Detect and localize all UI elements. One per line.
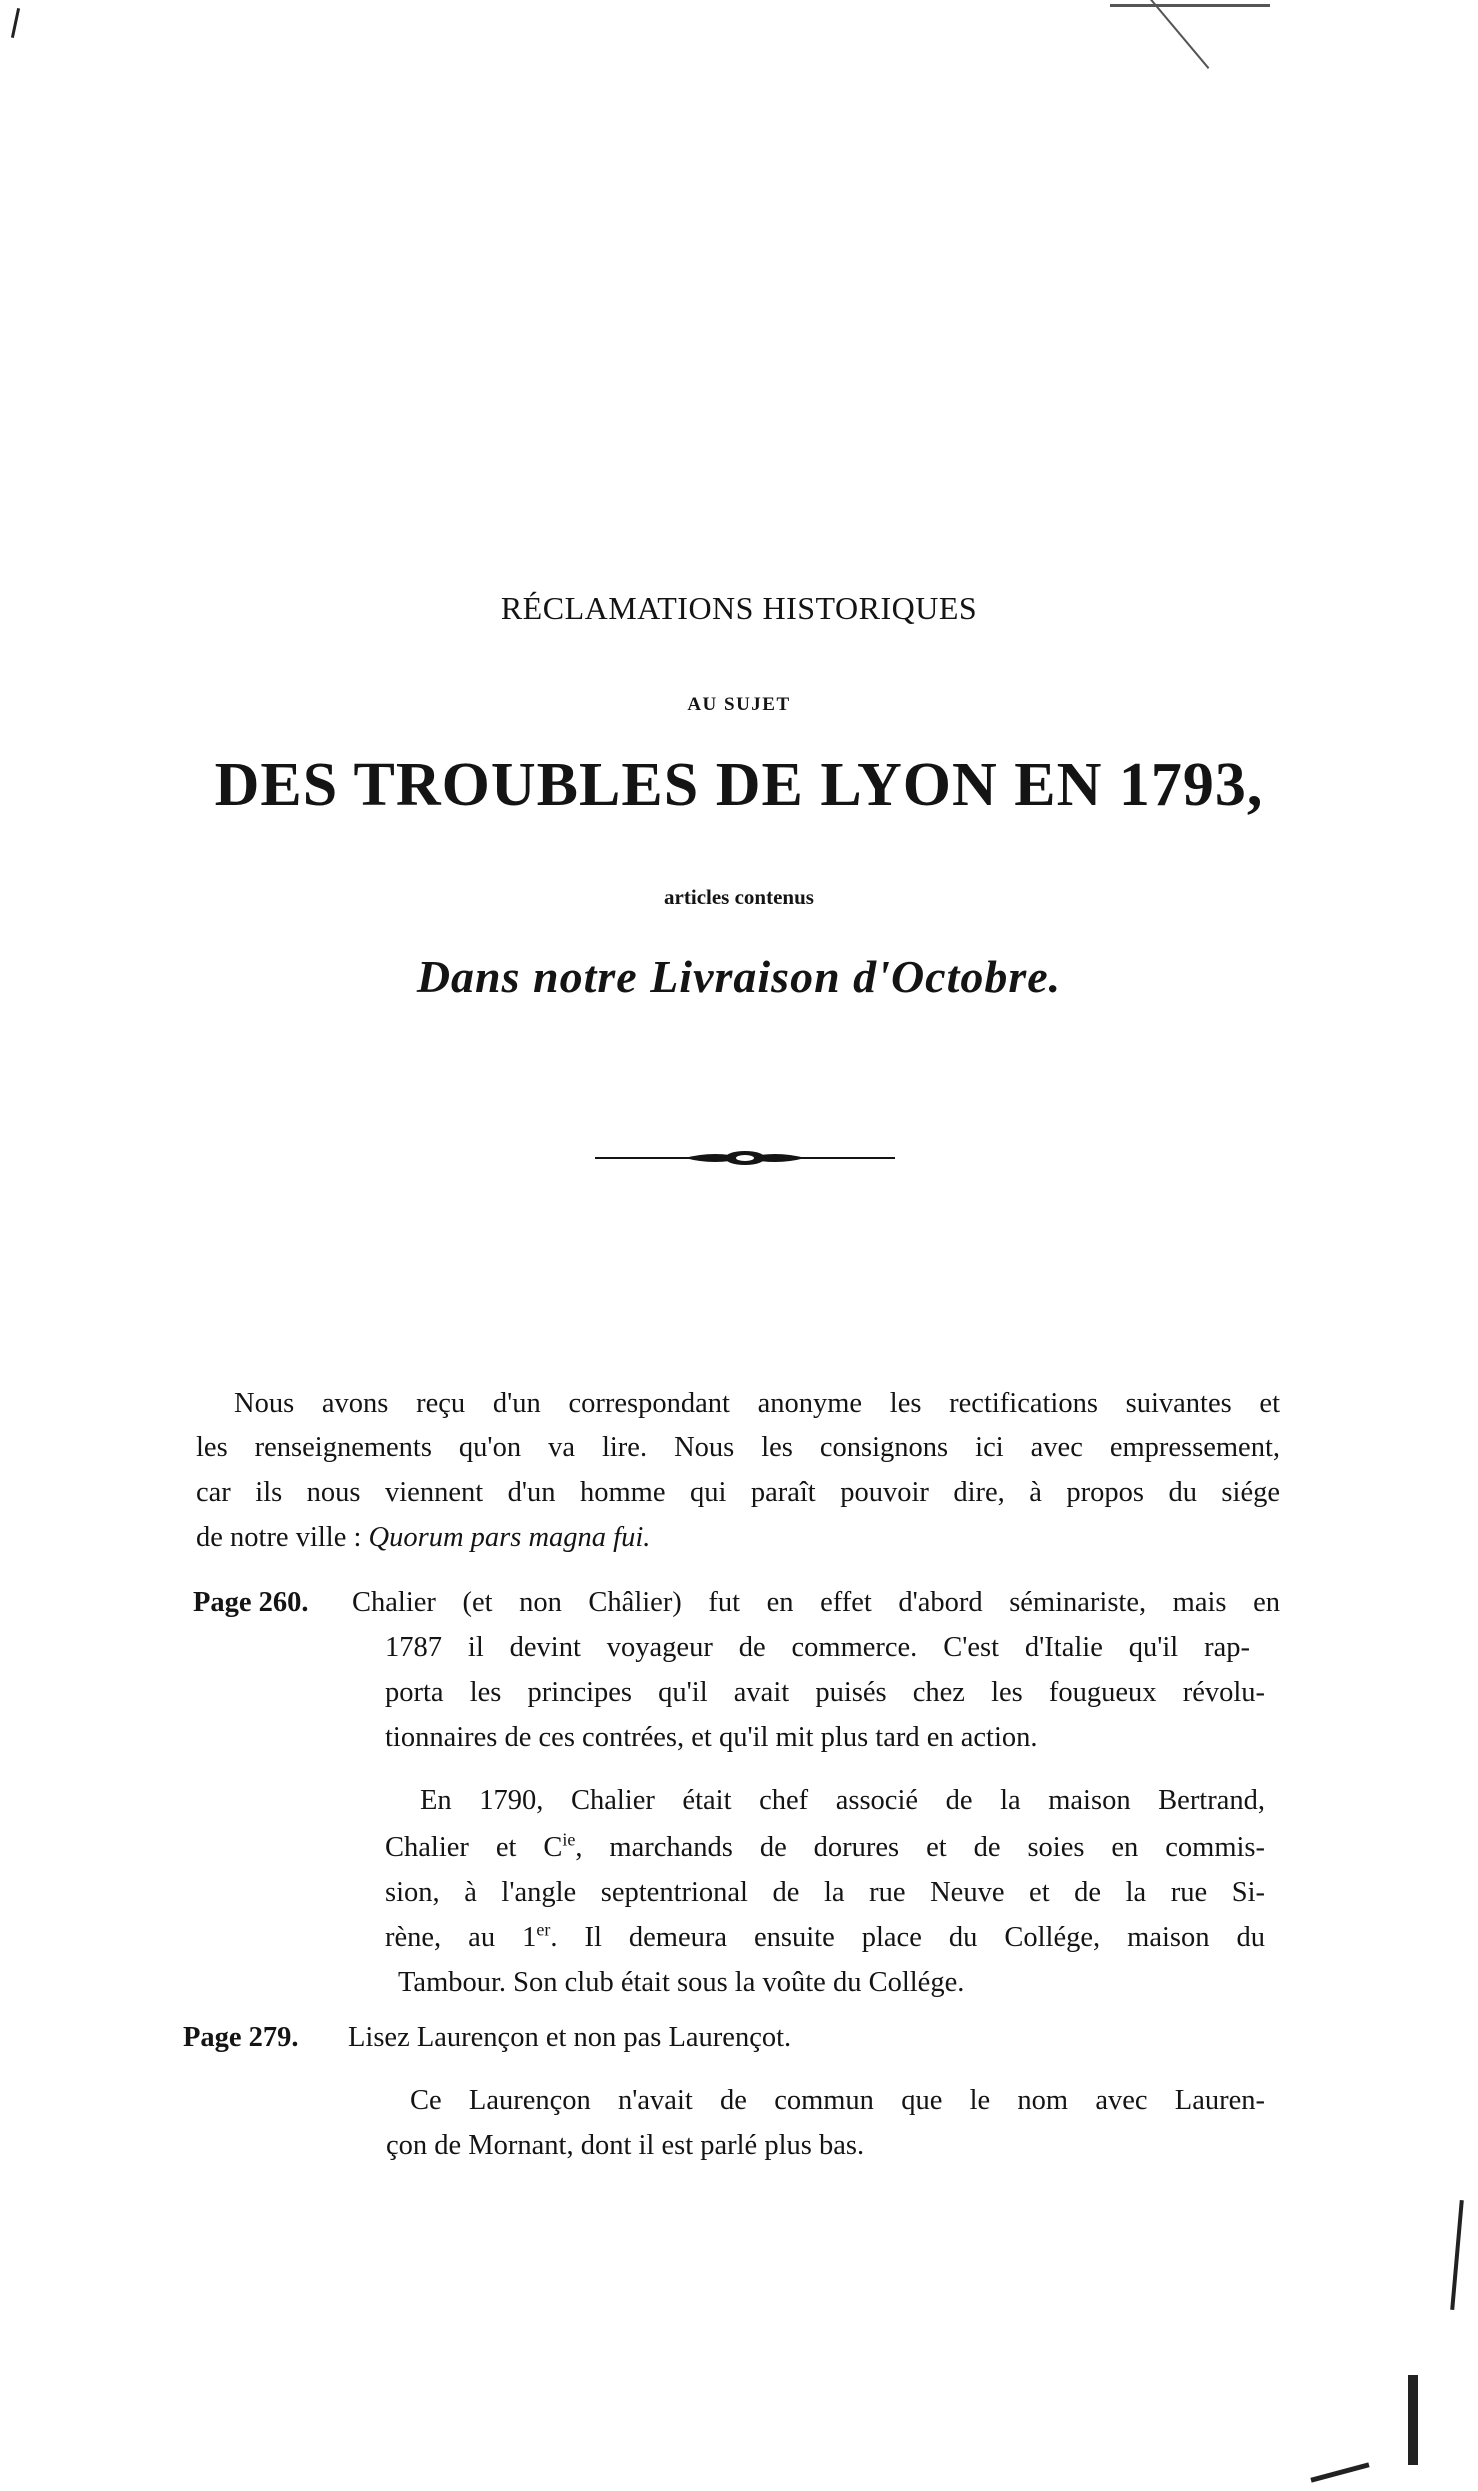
heading-reclamations: RÉCLAMATIONS HISTORIQUES [500,590,978,626]
entry-260-para2-line-3: sion, à l'angle septentrional de la rue Neuve et de la rue Si- [385,1877,1265,1908]
entry-260-line-2: 1787 il devint voyageur de commerce. C'est d'Italie qu'il rap- [385,1632,1250,1663]
intro-line-2: les renseignements qu'on va lire. Nous les consignons ici avec empressement, [196,1432,1280,1463]
entry-260-para2-line-1: En 1790, Chalier était chef associé de la maison Bertrand, [420,1785,1265,1816]
entry-260-para2-line-5: Tambour. Son club était sous la voûte du Collége. [398,1967,965,1998]
scan-mark-diagonal [1150,0,1209,69]
entry-260-para2-line-2 [385,1829,1265,1864]
latin-quote: Quorum pars magna fui. [368,1522,651,1553]
entry-260-line-4: tionnaires de ces contrées, et qu'il mit plus tard en action. [385,1722,1038,1753]
scan-mark-top-right [1110,4,1270,7]
articles-contenus: articles contenus [664,885,814,909]
heading-au-sujet: AU SUJET [687,694,791,715]
intro-last-prefix: de notre ville : [196,1522,369,1553]
entry-260-para2-line-4 [385,1919,1265,1954]
entry-279-line-2: Ce Laurençon n'avait de commun que le nom avec Lauren- [410,2085,1265,2116]
superscript-er: er [536,1919,551,1940]
main-title: DES TROUBLES DE LYON EN 1793, [214,751,1264,819]
gothic-subtitle: Dans notre Livraison d'Octobre. [416,951,1062,1002]
entry-label-page-260: Page 260. [193,1587,309,1618]
entry-label-page-279: Page 279. [183,2022,299,2053]
intro-line-3: car ils nous viennent d'un homme qui paraît pouvoir dire, à propos du siége [196,1477,1280,1508]
entry-260-line-1: Chalier (et non Châlier) fut en effet d'abord séminariste, mais en [352,1587,1280,1618]
scan-mark-bottom-right [1408,2375,1418,2465]
intro-line-1: Nous avons reçu d'un correspondant anonyme les rectifications suivantes et [234,1388,1280,1419]
superscript-ie: ie [562,1829,576,1850]
ornament-divider-icon [595,1146,895,1170]
text-segment: rène, au 1 [385,1922,537,1953]
entry-279-line-1: Lisez Laurençon et non pas Laurençot. [348,2022,792,2053]
text-segment: , marchands de dorures et de soies en commis- [575,1832,1265,1863]
text-segment: . Il demeura ensuite place du Collége, maison du [550,1922,1265,1953]
scan-mark-right-edge [1450,2200,1464,2310]
scan-mark-top-left [11,8,20,38]
entry-279-line-3: çon de Mornant, dont il est parlé plus bas. [386,2130,865,2161]
text-segment: Chalier et C [385,1832,563,1863]
scan-mark-bottom-right-corner [1310,2462,1369,2482]
intro-line-4 [196,1522,1280,1554]
entry-260-line-3: porta les principes qu'il avait puisés chez les fougueux révolu- [385,1677,1265,1708]
